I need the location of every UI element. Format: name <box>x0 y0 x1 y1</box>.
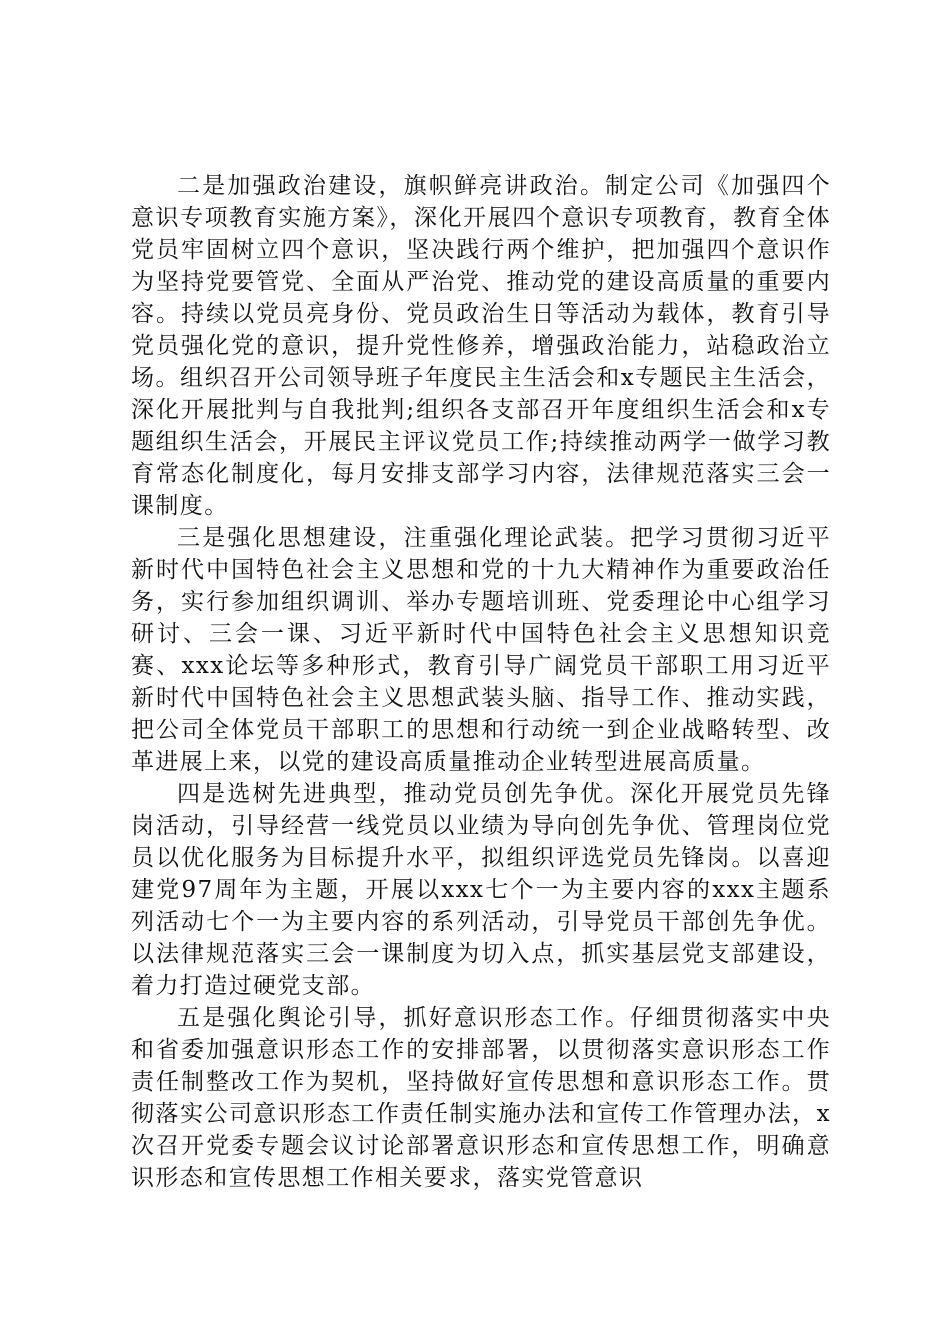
paragraph-political-construction: 二是加强政治建设，旗帜鲜亮讲政治。制定公司《加强四个意识专项教育实施方案》，深化开展四个意识专项教育，教育全体党员牢固树立四个意识，坚决践行两个维护，把加强四个意识作为坚持党要管党、全面从严治党、推动党的建设高质量的重要内容。持续以党员亮身份、党员政治生日等活动为载体，教育引导党员强化党的意识，提升党性修养，增强政治能力，站稳政治立场。组织召开公司领导班子年度民主生活会和x专题民主生活会，深化开展批判与自我批判;组织各支部召开年度组织生活会和x专题组织生活会，开展民主评议党员工作;持续推动两学一做学习教育常态化制度化，每月安排支部学习内容，法律规范落实三会一课制度。 <box>131 173 831 519</box>
paragraph-advanced-models: 四是选树先进典型，推动党员创先争优。深化开展党员先锋岗活动，引导经营一线党员以业绩为导向创先争优、管理岗位党员以优化服务为目标提升水平，拟组织评选党员先锋岗。以喜迎建党97周年为主题，开展以xxx七个一为主要内容的xxx主题系列活动七个一为主要内容的系列活动，引导党员干部创先争优。以法律规范落实三会一课制度为切入点，抓实基层党支部建设，着力打造过硬党支部。 <box>131 781 831 999</box>
paragraph-ideological-construction: 三是强化思想建设，注重强化理论武装。把学习贯彻习近平新时代中国特色社会主义思想和党的十九大精神作为重要政治任务，实行参加组织调训、举办专题培训班、党委理论中心组学习研讨、三会一课、习近平新时代中国特色社会主义思想知识竞赛、xxx论坛等多种形式，教育引导广阔党员干部职工用习近平新时代中国特色社会主义思想武装头脑、指导工作、推动实践，把公司全体党员干部职工的思想和行动统一到企业战略转型、改革进展上来，以党的建设高质量推动企业转型进展高质量。 <box>131 525 831 775</box>
document-body <box>131 170 831 1194</box>
paragraph-public-opinion: 五是强化舆论引导，抓好意识形态工作。仔细贯彻落实中央和省委加强意识形态工作的安排部署，以贯彻落实意识形态工作责任制整改工作为契机，坚持做好宣传思想和意识形态工作。贯彻落实公司意识形态工作责任制实施办法和宣传工作管理办法，x次召开党委专题会议讨论部署意识形态和宣传思想工作，明确意识形态和宣传思想工作相关要求，落实党管意识 <box>131 1005 831 1191</box>
